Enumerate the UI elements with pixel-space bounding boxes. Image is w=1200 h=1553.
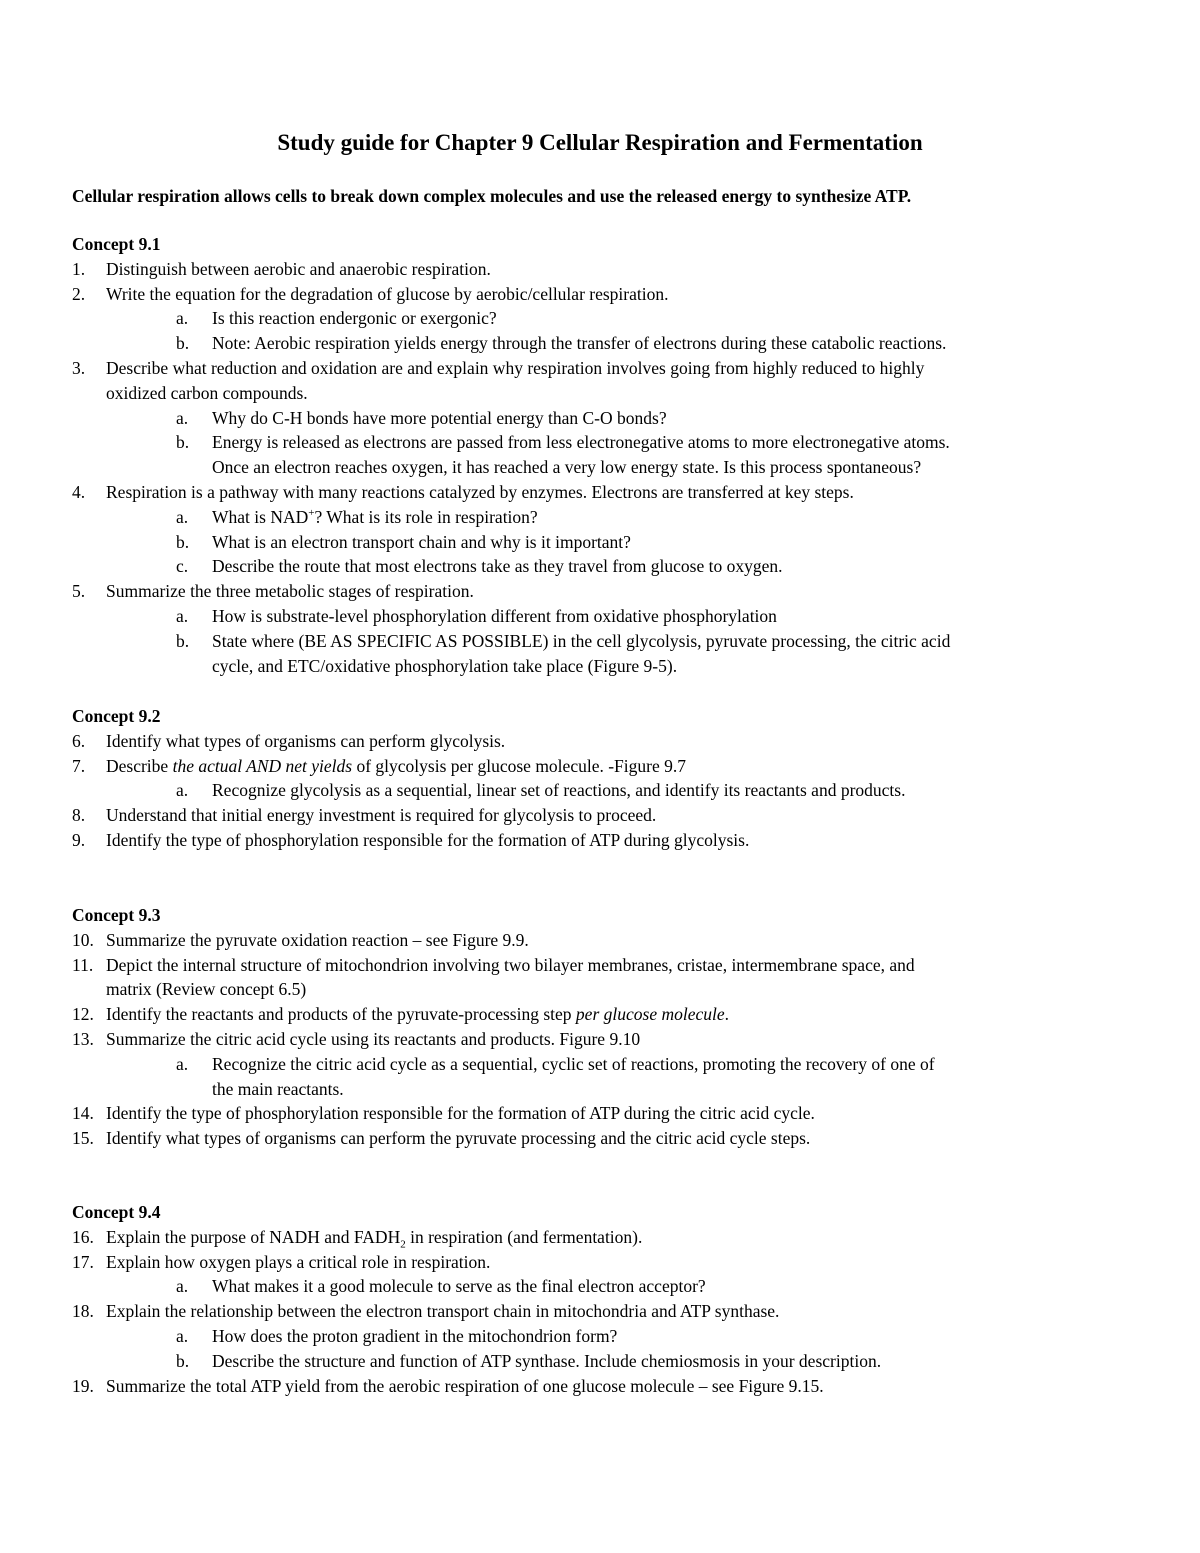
concept-heading: Concept 9.2: [72, 706, 161, 726]
concept-heading: Concept 9.4: [72, 1202, 161, 1222]
question-text: Depict the internal structure of mitochondrion involving two bilayer membranes, cristae, intermembrane space, and: [106, 954, 915, 975]
sub-question-text: Once an electron reaches oxygen, it has reached a very low energy state. Is this process spontaneous?: [212, 457, 922, 478]
sub-question-letter: a.: [176, 1326, 189, 1346]
sub-question-text: How is substrate-level phosphorylation different from oxidative phosphorylation: [212, 606, 777, 626]
sub-question-text: Is this reaction endergonic or exergonic?: [212, 308, 497, 329]
sub-question-text: Recognize the citric acid cycle as a sequential, cyclic set of reactions, promoting the recovery of one of: [212, 1053, 935, 1074]
sub-question-text: Describe the structure and function of ATP synthase. Include chemiosmosis in your description.: [212, 1350, 882, 1371]
question-text: Explain the purpose of NADH and $FADH_2$ in respiration (and fermentation).: [106, 1226, 643, 1251]
question-number: 2.: [72, 283, 86, 304]
sub-question-letter: a.: [176, 308, 189, 329]
question-number: 16.: [72, 1226, 94, 1247]
question-text: Respiration is a pathway with many reactions catalyzed by enzymes. Electrons are transferred at key steps.: [106, 482, 854, 502]
page-title: Study guide for Chapter 9 Cellular Respiration and Fermentation: [277, 130, 923, 155]
question-text: Describe the actual AND net yields of glycolysis per glucose molecule. -Figure 9.7: [106, 755, 686, 776]
question-text: Identify the type of phosphorylation responsible for the formation of ATP during the citric acid cycle.: [106, 1103, 815, 1124]
question-number: 6.: [72, 730, 86, 751]
question-text: Summarize the pyruvate oxidation reaction – see Figure 9.9.: [106, 929, 529, 950]
question-number: 14.: [72, 1103, 94, 1124]
sub-question-text: Note: Aerobic respiration yields energy through the transfer of electrons during these catabolic reactions.: [212, 333, 947, 354]
question-text: Distinguish between aerobic and anaerobic respiration.: [106, 258, 491, 279]
emphasis-text: per glucose molecule: [575, 1004, 725, 1025]
question-text: Write the equation for the degradation of glucose by aerobic/cellular respiration.: [106, 283, 669, 304]
question-number: 15.: [72, 1128, 94, 1149]
question-text: Identify the type of phosphorylation responsible for the formation of ATP during glycolysis.: [106, 830, 750, 850]
intro-statement: Cellular respiration allows cells to break down complex molecules and use the released energy to synthesize ATP.: [72, 186, 912, 206]
question-number: 13.: [72, 1029, 94, 1049]
sub-question-text: What is NAD+? What is its role in respiration?: [212, 506, 538, 527]
question-number: 3.: [72, 358, 86, 378]
question-text: Identify what types of organisms can perform the pyruvate processing and the citric acid cycle steps.: [106, 1128, 811, 1149]
question-number: 4.: [72, 482, 86, 502]
sub-question-letter: b.: [176, 630, 190, 651]
question-text: Explain the relationship between the electron transport chain in mitochondria and ATP synthase.: [106, 1301, 780, 1322]
sub-question-text: Describe the route that most electrons take as they travel from glucose to oxygen.: [212, 556, 783, 577]
question-text: Summarize the three metabolic stages of respiration.: [106, 581, 474, 602]
question-number: 5.: [72, 581, 86, 602]
sub-question-letter: a.: [176, 780, 189, 801]
sub-question-text: the main reactants.: [212, 1078, 344, 1099]
sub-question-text: What is an electron transport chain and why is it important?: [212, 531, 631, 552]
sub-question-letter: b.: [176, 432, 190, 453]
sub-question-text: Why do C-H bonds have more potential energy than C-O bonds?: [212, 407, 667, 428]
sub-question-letter: b.: [176, 531, 190, 552]
question-text: Explain how oxygen plays a critical role in respiration.: [106, 1251, 491, 1272]
question-text: oxidized carbon compounds.: [106, 382, 308, 403]
question-number: 19.: [72, 1375, 94, 1396]
question-number: 17.: [72, 1251, 94, 1272]
question-number: 8.: [72, 805, 86, 826]
question-text: Describe what reduction and oxidation are and explain why respiration involves going from highly reduced to highly: [106, 358, 925, 378]
question-number: 11.: [72, 954, 94, 975]
superscript: +: [308, 506, 315, 519]
sub-question-text: cycle, and ETC/oxidative phosphorylation take place (Figure 9-5).: [212, 655, 678, 676]
question-number: 7.: [72, 755, 86, 776]
sub-question-letter: a.: [176, 506, 189, 527]
sub-question-letter: a.: [176, 1053, 189, 1074]
sub-question-letter: a.: [176, 1276, 189, 1297]
sub-question-letter: c.: [176, 556, 189, 577]
question-text: Summarize the total ATP yield from the aerobic respiration of one glucose molecule – see Figure 9.15.: [106, 1375, 824, 1396]
question-number: 9.: [72, 830, 86, 850]
sub-question-text: Energy is released as electrons are passed from less electronegative atoms to more electronegative atoms.: [212, 432, 950, 453]
emphasis-text: the actual AND net yields: [172, 755, 353, 776]
question-text: Identify what types of organisms can perform glycolysis.: [106, 730, 506, 751]
sub-question-letter: a.: [176, 606, 189, 626]
sub-question-letter: b.: [176, 1350, 190, 1371]
question-number: 1.: [72, 258, 86, 279]
concept-heading: Concept 9.1: [72, 234, 161, 254]
sub-question-text: How does the proton gradient in the mitochondrion form?: [212, 1326, 618, 1346]
sub-question-text: State where (BE AS SPECIFIC AS POSSIBLE) in the cell glycolysis, pyruvate processing, the citric acid: [212, 630, 951, 651]
question-number: 18.: [72, 1301, 94, 1322]
question-text: Summarize the citric acid cycle using its reactants and products. Figure 9.10: [106, 1029, 641, 1049]
sub-question-text: What makes it a good molecule to serve as the final electron acceptor?: [212, 1276, 706, 1297]
sub-question-text: Recognize glycolysis as a sequential, linear set of reactions, and identify its reactants and products.: [212, 780, 906, 801]
concept-heading: Concept 9.3: [72, 905, 161, 925]
sub-question-letter: a.: [176, 407, 189, 428]
question-number: 10.: [72, 929, 94, 950]
question-text: Identify the reactants and products of the pyruvate-processing step per glucose molecule.: [106, 1004, 729, 1025]
question-text: matrix (Review concept 6.5): [106, 979, 307, 1000]
question-number: 12.: [72, 1004, 94, 1025]
question-text: Understand that initial energy investment is required for glycolysis to proceed.: [106, 805, 657, 826]
sub-question-letter: b.: [176, 333, 190, 354]
subscript: 2: [400, 1238, 406, 1251]
